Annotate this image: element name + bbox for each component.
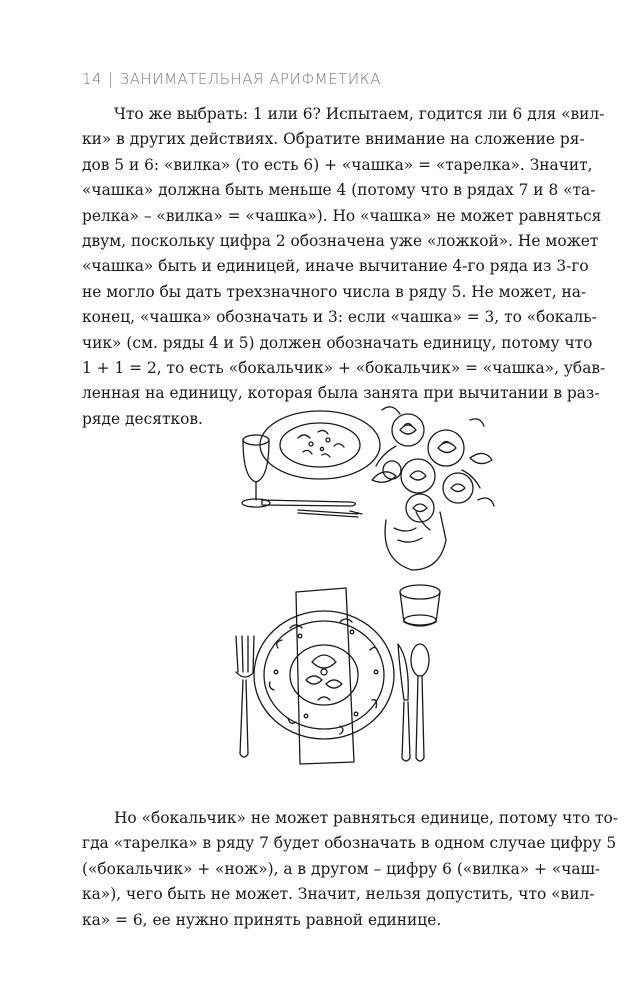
text-line: двум, поскольку цифра 2 обозначена уже «ложкой». Не может bbox=[82, 232, 599, 251]
text-line: Что же выбрать: 1 или 6? Испытаем, годится ли 6 для «вил- bbox=[114, 105, 605, 123]
text-line: («бокальчик» + «нож»), а в другом – цифру 6 («вилка» + «чаш- bbox=[82, 859, 601, 878]
spoon-icon bbox=[411, 644, 429, 761]
text-line: «чашка» быть и единицей, иначе вычитание 4-го ряда из 3-го bbox=[82, 257, 589, 276]
text-line: ки» в других действиях. Обратите внимание на сложение ря- bbox=[82, 130, 585, 149]
book-title: ЗАНИМАТЕЛЬНАЯ АРИФМЕТИКА bbox=[119, 70, 382, 88]
body-paragraph-2 bbox=[82, 806, 618, 933]
text-line: релка» – «вилка» = «чашка»). Но «чашка» не может равняться bbox=[82, 206, 602, 225]
text-line: гда «тарелка» в ряду 7 будет обозначать в одном случае цифру 5 bbox=[82, 834, 617, 853]
text-line: не могло бы дать трехзначного числа в ряду 5. Не может, на- bbox=[82, 282, 587, 301]
text-line: Но «бокальчик» не может равняться единице, потому что то- bbox=[114, 809, 618, 827]
text-line: ряде десятков. bbox=[82, 409, 203, 428]
header-separator: | bbox=[108, 70, 114, 88]
text-line: «чашка» должна быть меньше 4 (потому что в рядах 7 и 8 «та- bbox=[82, 181, 596, 200]
text-line: ка» = 6, ее нужно принять равной единице. bbox=[82, 910, 442, 929]
text-line: ка»), чего быть не может. Значит, нельзя допустить, что «вил- bbox=[82, 885, 595, 904]
text-line: 1 + 1 = 2, то есть «бокальчик» + «бокальчик» = «чашка», убав- bbox=[82, 359, 606, 378]
knife-icon bbox=[398, 644, 410, 761]
text-line: конец, «чашка» обозначать и 3: если «чашка» = 3, то «бокаль- bbox=[82, 308, 597, 327]
text-line: чик» (см. ряды 4 и 5) должен обозначать единицу, потому что bbox=[82, 333, 593, 352]
fork-icon bbox=[236, 636, 254, 757]
page-number: 14 bbox=[82, 70, 103, 88]
text-line: дов 5 и 6: «вилка» (то есть 6) + «чашка» = «тарелка». Значит, bbox=[82, 155, 593, 174]
text-line: ленная на единицу, которая была занята при вычитании в раз- bbox=[82, 384, 600, 403]
drinking-glass-icon bbox=[400, 585, 440, 626]
dinner-plate-icon bbox=[254, 611, 394, 739]
